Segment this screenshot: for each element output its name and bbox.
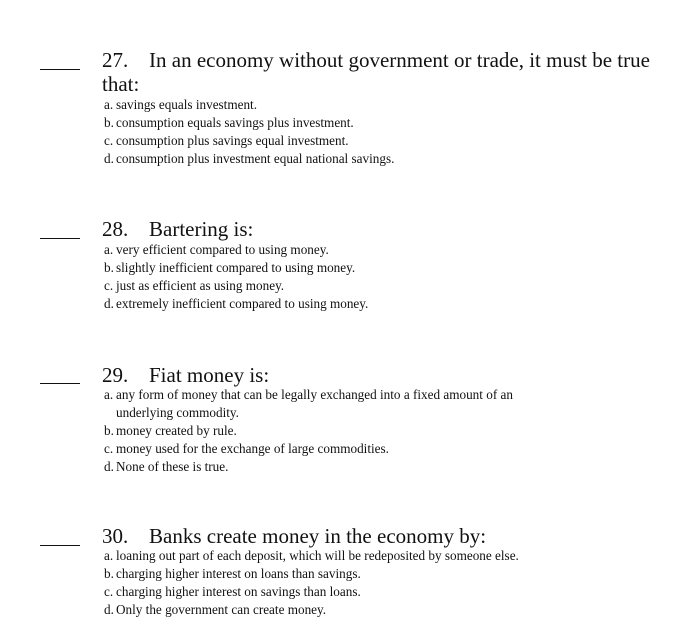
choice-c[interactable] (104, 277, 564, 295)
choice-text: charging higher interest on loans than savings. (116, 566, 361, 581)
choice-letter: d. (104, 151, 114, 166)
choice-letter: a. (104, 242, 114, 257)
choice-d[interactable] (104, 295, 564, 313)
choice-text: extremely inefficient compared to using money. (116, 296, 369, 311)
choice-b[interactable] (104, 565, 584, 583)
choice-letter: a. (104, 387, 114, 402)
choice-letter: c. (104, 278, 114, 293)
choice-list (104, 241, 564, 313)
choice-text: money created by rule. (116, 423, 237, 438)
choice-c[interactable] (104, 440, 536, 458)
choice-c[interactable] (104, 583, 584, 601)
question-prompt (102, 524, 662, 548)
question-number: 28. (102, 217, 129, 241)
choice-letter: a. (104, 97, 114, 112)
question-number: 27. (102, 48, 129, 72)
choice-letter: c. (104, 584, 114, 599)
question-text: In an economy without government or trade, it must be true (149, 48, 650, 72)
choice-letter: b. (104, 260, 114, 275)
question-text: Banks create money in the economy by: (149, 524, 487, 548)
choice-text: None of these is true. (116, 459, 229, 474)
choice-a[interactable] (104, 547, 584, 565)
choice-c[interactable] (104, 132, 564, 150)
choice-text: any form of money that can be legally exchanged into a fixed amount of an underlying commodity. (116, 387, 513, 420)
choice-letter: d. (104, 602, 114, 617)
question-text: Bartering is: (149, 217, 254, 241)
choice-list (104, 547, 584, 619)
choice-text: consumption equals savings plus investment. (116, 115, 354, 130)
question-prompt (102, 363, 662, 387)
choice-list (104, 96, 564, 168)
choice-text: consumption plus investment equal national savings. (116, 151, 395, 166)
choice-list (104, 386, 536, 476)
answer-blank[interactable] (40, 69, 80, 70)
question-prompt (102, 217, 662, 241)
choice-letter: d. (104, 459, 114, 474)
choice-text: very efficient compared to using money. (116, 242, 329, 257)
answer-blank[interactable] (40, 383, 80, 384)
choice-letter: b. (104, 566, 114, 581)
question-prompt (102, 48, 662, 96)
choice-text: just as efficient as using money. (116, 278, 285, 293)
choice-letter: a. (104, 548, 114, 563)
choice-text: money used for the exchange of large commodities. (116, 441, 389, 456)
choice-letter: b. (104, 115, 114, 130)
answer-blank[interactable] (40, 545, 80, 546)
choice-text: Only the government can create money. (116, 602, 327, 617)
choice-text: charging higher interest on savings than loans. (116, 584, 361, 599)
choice-letter: c. (104, 133, 114, 148)
choice-b[interactable] (104, 114, 564, 132)
choice-d[interactable] (104, 458, 536, 476)
choice-d[interactable] (104, 150, 564, 168)
choice-d[interactable] (104, 601, 584, 619)
choice-text: consumption plus savings equal investment. (116, 133, 349, 148)
question-text-continued: that: (102, 72, 140, 96)
choice-a[interactable] (104, 96, 564, 114)
choice-letter: c. (104, 441, 114, 456)
choice-b[interactable] (104, 259, 564, 277)
question-text: Fiat money is: (149, 363, 270, 387)
choice-letter: b. (104, 423, 114, 438)
choice-text: savings equals investment. (116, 97, 258, 112)
choice-b[interactable] (104, 422, 536, 440)
choice-letter: d. (104, 296, 114, 311)
answer-blank[interactable] (40, 238, 80, 239)
question-number: 30. (102, 524, 129, 548)
choice-a[interactable] (104, 386, 536, 422)
choice-a[interactable] (104, 241, 564, 259)
choice-text: loaning out part of each deposit, which will be redeposited by someone else. (116, 548, 519, 563)
choice-text: slightly inefficient compared to using money. (116, 260, 356, 275)
question-number: 29. (102, 363, 129, 387)
